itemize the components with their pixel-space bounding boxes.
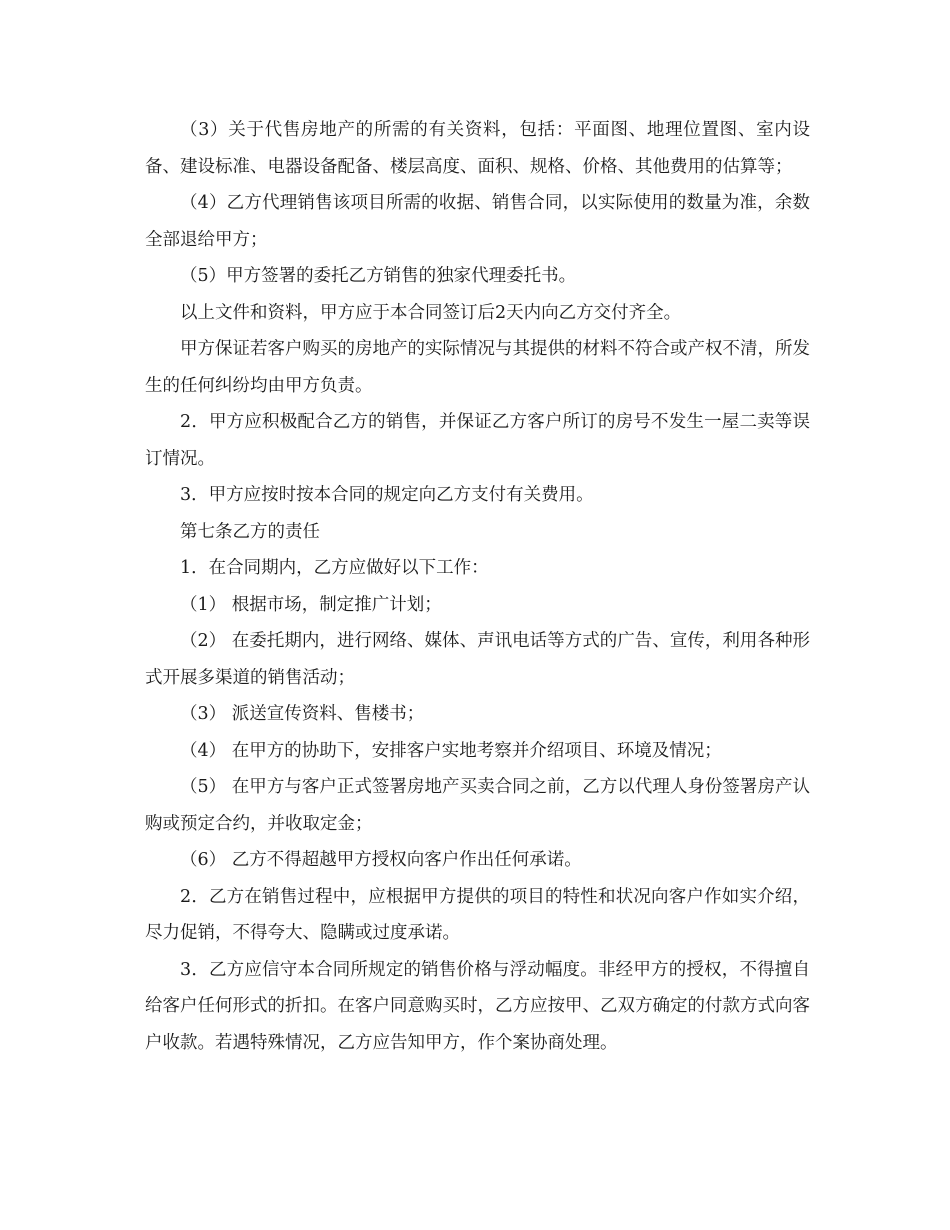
paragraph-duty-5: （5） 在甲方与客户正式签署房地产买卖合同之前，乙方以代理人身份签署房产认购或预定合约，并收取定金； [145, 777, 810, 834]
paragraph-clause-2-cooperate: 2．甲方应积极配合乙方的销售，并保证乙方客户所订的房号不发生一屋二卖等误订情况。 [145, 412, 810, 469]
paragraph-delivery-deadline: 以上文件和资料，甲方应于本合同签订后2天内向乙方交付齐全。 [180, 302, 682, 323]
paragraph-duty-6: （6） 乙方不得超越甲方授权向客户作出任何承诺。 [180, 850, 582, 870]
paragraph-duty-2: （2） 在委托期内，进行网络、媒体、声讯电话等方式的广告、宣传，利用各种形式开展多渠道的销售活动； [145, 631, 810, 688]
paragraph-guarantee: 甲方保证若客户购买的房地产的实际情况与其提供的材料不符合或产权不清，所发生的任何纠纷均由甲方负责。 [145, 339, 810, 396]
paragraph-duty-3: （3） 派送宣传资料、售楼书； [180, 704, 425, 724]
document-body [145, 112, 810, 1061]
paragraph-item-3-materials: （3）关于代售房地产的所需的有关资料，包括：平面图、地理位置图、室内设备、建设标准、电器设备配备、楼层高度、面积、规格、价格、其他费用的估算等； [145, 120, 810, 177]
paragraph-duty-4: （4） 在甲方的协助下，安排客户实地考察并介绍项目、环境及情况； [180, 740, 722, 761]
paragraph-duties-intro: 1．在合同期内，乙方应做好以下工作： [180, 558, 489, 578]
paragraph-item-4-receipts: （4）乙方代理销售该项目所需的收据、销售合同，以实际使用的数量为准，余数全部退给甲方； [145, 193, 810, 250]
paragraph-clause-3-payment: 3．甲方应按时按本合同的规定向乙方支付有关费用。 [180, 485, 594, 505]
paragraph-item-5-agency-letter: （5）甲方签署的委托乙方销售的独家代理委托书。 [180, 266, 577, 286]
section-heading-article-7: 第七条乙方的责任 [180, 521, 320, 542]
paragraph-duty-1: （1） 根据市场，制定推广计划； [180, 594, 442, 615]
paragraph-clause-3-pricing: 3．乙方应信守本合同所规定的销售价格与浮动幅度。非经甲方的授权，不得擅自给客户任何形式的折扣。在客户同意购买时，乙方应按甲、乙双方确定的付款方式向客户收款。若遇特殊情况，乙方应告知甲方，作个案协商处理。 [145, 959, 810, 1053]
paragraph-clause-2-sales-conduct: 2．乙方在销售过程中，应根据甲方提供的项目的特性和状况向客户作如实介绍，尽力促销，不得夸大、隐瞒或过度承诺。 [145, 886, 810, 943]
